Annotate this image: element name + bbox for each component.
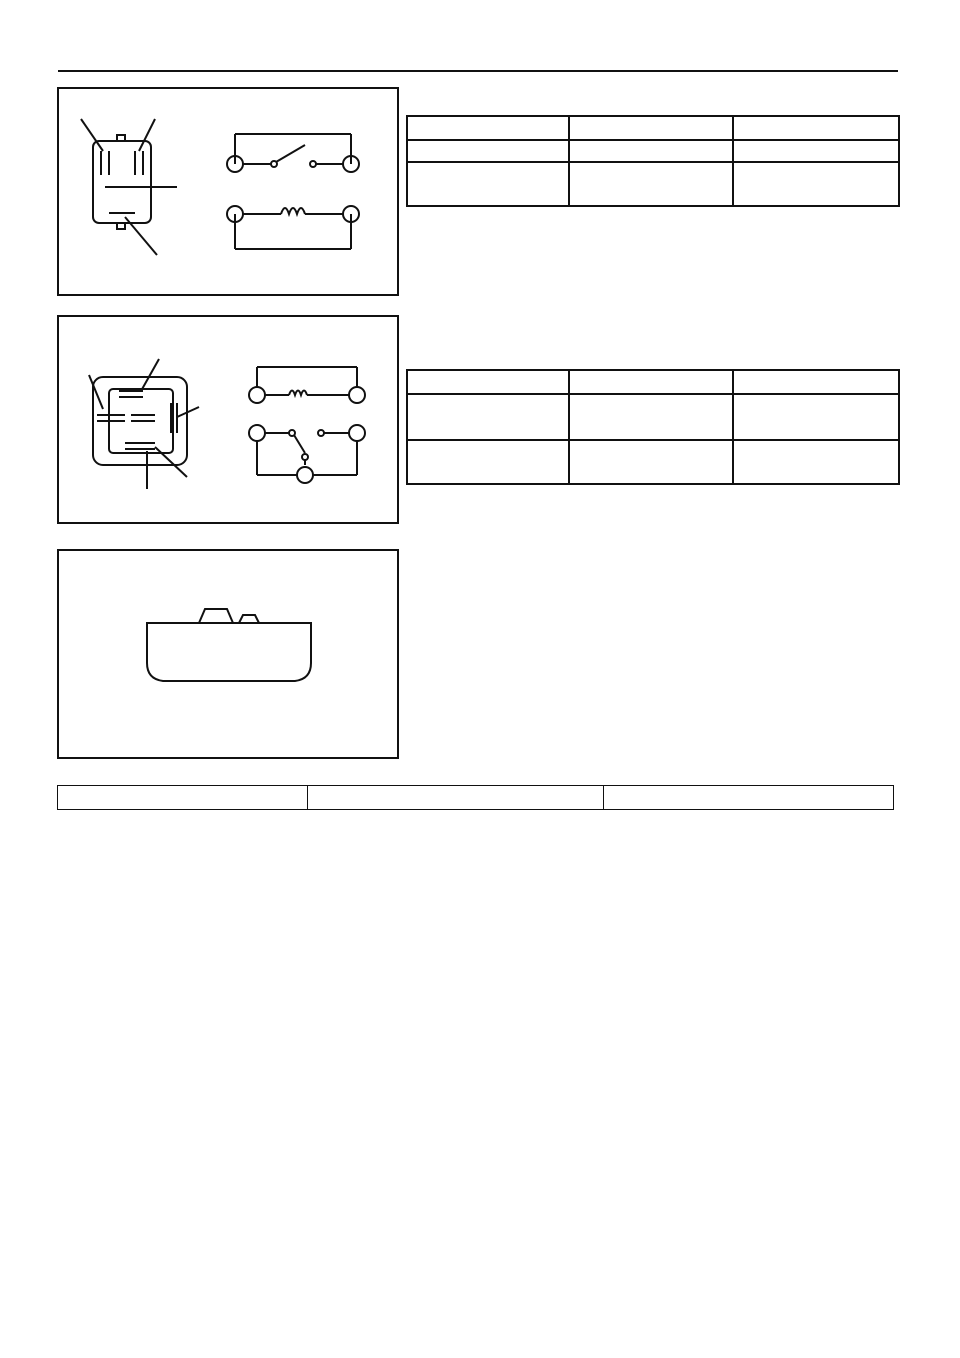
section-8-heading <box>406 555 906 623</box>
figure-wire-harness <box>57 549 399 759</box>
col-header <box>308 786 604 810</box>
dimmer-relay-table <box>406 369 900 485</box>
figure-dimmer-relay <box>57 315 399 524</box>
col-header <box>733 370 899 394</box>
relay-diagram-1 <box>59 89 397 294</box>
connector-diagram <box>59 551 397 757</box>
cell-spec <box>733 140 899 162</box>
cell-spec <box>733 440 899 484</box>
col-header <box>569 116 733 140</box>
cell-tester <box>569 394 733 440</box>
cell-condition <box>407 140 569 162</box>
header-rule <box>58 70 898 72</box>
cell-tester <box>569 140 733 162</box>
harness-check-table <box>57 785 894 810</box>
cell-tester <box>569 162 733 206</box>
section-7-heading <box>406 318 906 364</box>
col-header <box>407 370 569 394</box>
cell-condition <box>407 394 569 440</box>
col-header <box>58 786 308 810</box>
relay-diagram-2 <box>59 317 397 522</box>
cell-spec <box>733 162 899 206</box>
col-header <box>407 116 569 140</box>
figure-taillight-relay <box>57 87 399 296</box>
section-6-heading <box>406 88 906 112</box>
taillight-relay-table <box>406 115 900 207</box>
col-header <box>733 116 899 140</box>
col-header <box>604 786 894 810</box>
cell-condition <box>407 440 569 484</box>
cell-spec <box>733 394 899 440</box>
cell-tester <box>569 440 733 484</box>
section-header <box>337 54 344 69</box>
cell-condition <box>407 162 569 206</box>
col-header <box>569 370 733 394</box>
